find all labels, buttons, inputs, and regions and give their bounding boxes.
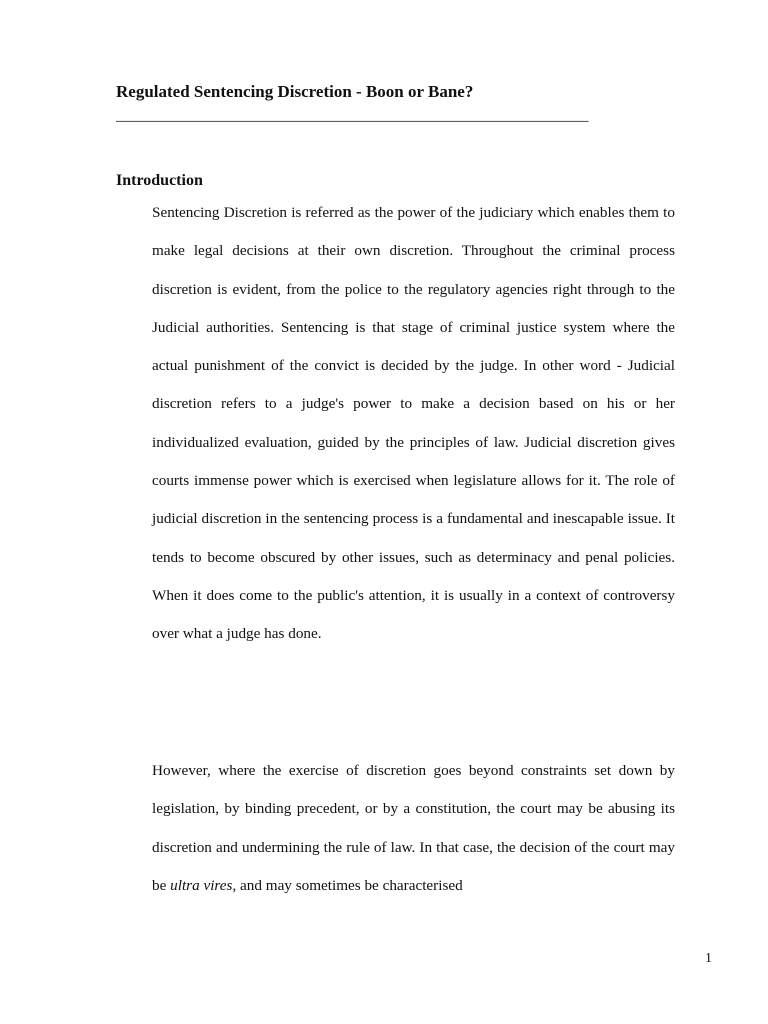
page-number: 1 bbox=[705, 951, 712, 966]
title-underline-rule: _______________________________________________________________ bbox=[116, 108, 589, 124]
section-heading-introduction: Introduction bbox=[116, 172, 203, 189]
paragraph-2-text-end: , and may sometimes be characterised bbox=[232, 876, 463, 894]
introduction-paragraph-1: Sentencing Discretion is referred as the power of the judiciary which enables them to make legal decisions at their own discretion. Throughout the criminal process discretion is evident, from the police to the regulatory agencies right through to the Judicial authorities. Sentencing is that stage of criminal justice system where the actual punishment of the convict is decided by the judge. In other word - Judicial discretion refers to a judge's power to make a decision based on his or her individualized evaluation, guided by the principles of law. Judicial discretion gives courts immense power which is exercised when legislature allows for it. The role of judicial discretion in the sentencing process is a fundamental and inescapable issue. It tends to become obscured by other issues, such as determinacy and penal policies. When it does come to the public's attention, it is usually in a context of controversy over what a judge has done. bbox=[152, 204, 675, 643]
paragraph-2-text-start: However, where the exercise of discretion goes beyond constraints set down by legislation, by binding precedent, or by a constitution, the court may be abusing its discretion and undermining the rule of law. In that case, the decision of the court may be bbox=[152, 762, 675, 894]
document-title: Regulated Sentencing Discretion - Boon or Bane? bbox=[116, 82, 474, 101]
introduction-paragraph-2 bbox=[152, 752, 675, 905]
ultra-vires-italic: ultra vires bbox=[170, 876, 233, 894]
